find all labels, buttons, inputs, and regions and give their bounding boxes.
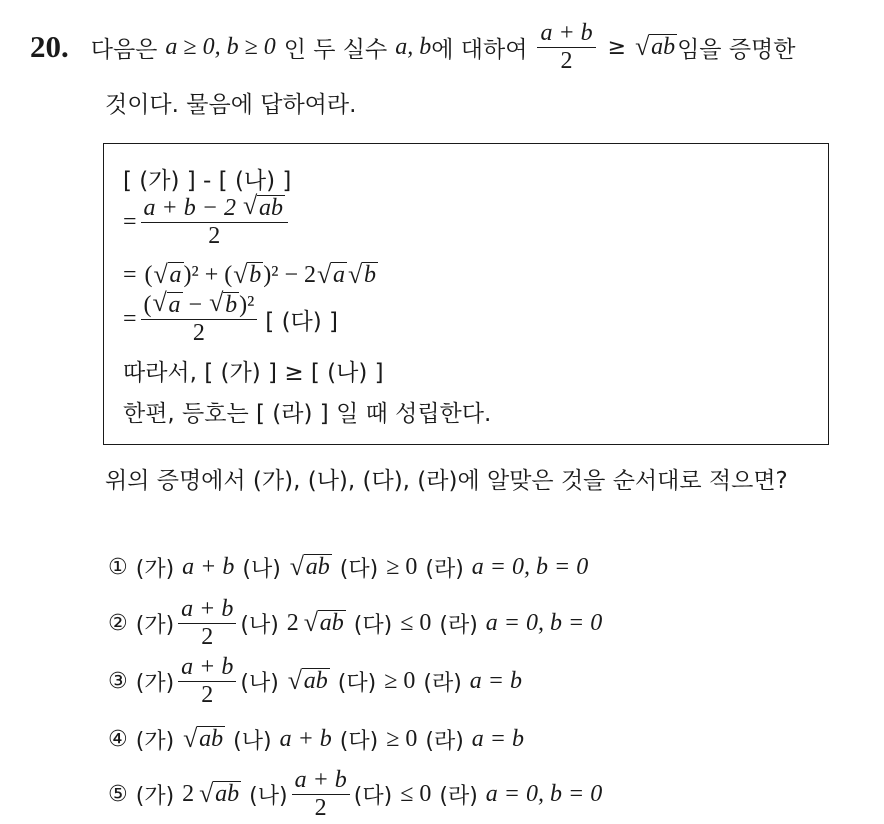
question-text: 임을 증명한 <box>677 36 796 63</box>
proof-line-4: = ( √ a − √ b)² 2 [ (다) ] <box>123 288 339 346</box>
option-mark: ① <box>108 554 128 580</box>
question-text: 에 대하여 <box>431 36 528 63</box>
proof-line-3: = ( √ a )² + ( √ b )² − 2 √ a √ b <box>123 260 376 289</box>
variables: a, b <box>395 33 432 60</box>
condition: a ≥ 0, b ≥ 0 <box>165 33 276 60</box>
option-mark: ④ <box>108 726 128 752</box>
sqrt: √ ab <box>635 31 676 61</box>
proof-line-6: 한편, 등호는 [ (라) ] 일 때 성립한다. <box>123 401 492 427</box>
ge-symbol: ≥ <box>607 34 627 60</box>
option-4[interactable]: ④ (가) √ ab (나) a + b (다) ≥ 0 (라) a = b <box>108 723 524 754</box>
question-line-2: 것이다. 물음에 답하여라. <box>105 92 357 118</box>
question-text: 인 두 실수 <box>283 36 388 63</box>
option-3[interactable]: ③ (가) $\frac{a + b}{2}$ (나) √ ab (다) ≥ 0 (라) a = b <box>108 654 522 708</box>
option-1[interactable]: ① (가) a + b (나) √ ab (다) ≥ 0 (라) a = 0, b = 0 <box>108 551 589 582</box>
question-text: 다음은 <box>90 36 158 63</box>
option-5[interactable]: ⑤ (가) 2 √ ab (나) $\frac{a + b}{2}$ (다) ≤ 0 (라) a = 0, b = 0 <box>108 767 603 821</box>
option-2[interactable]: ② (가) $\frac{a + b}{2}$ (나) 2 √ ab (다) ≤ 0 (라) a = 0, b = 0 <box>108 596 603 650</box>
proof-line-1: [ (가) ] - [ (나) ] <box>123 168 292 194</box>
question-prompt: 위의 증명에서 (가), (나), (다), (라)에 알맞은 것을 순서대로 적으면? <box>105 468 788 494</box>
option-mark: ② <box>108 610 128 636</box>
proof-line-5: 따라서, [ (가) ] ≥ [ (나) ] <box>123 360 384 386</box>
question-number: 20. <box>30 29 69 64</box>
option-mark: ③ <box>108 668 128 694</box>
question-line-1 <box>30 22 795 72</box>
proof-line-2: = a + b − 2 √ ab 2 <box>123 195 292 249</box>
fraction: $\frac{a + b}{2}$ <box>537 20 595 74</box>
option-mark: ⑤ <box>108 781 128 807</box>
